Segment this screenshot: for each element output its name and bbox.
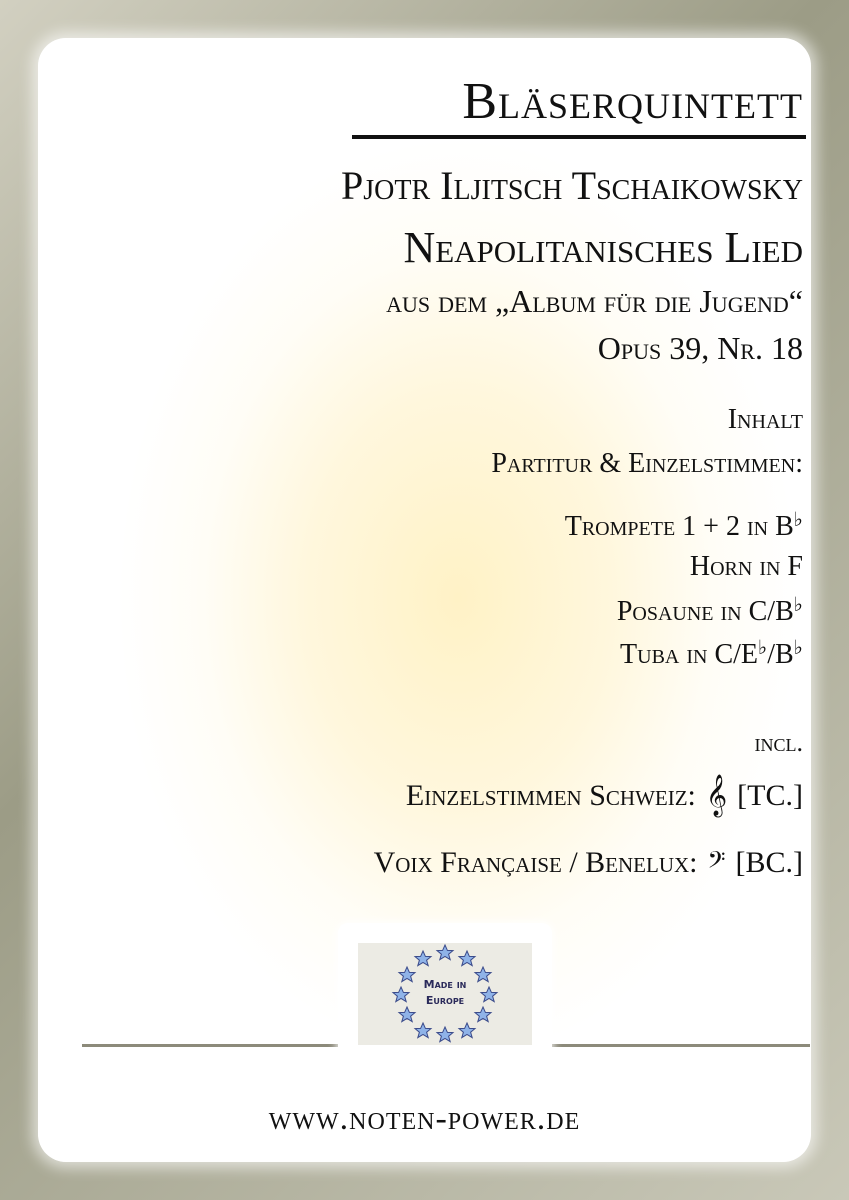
website-link[interactable]: www.noten-power.de <box>268 1100 581 1137</box>
incl-label: incl. <box>754 728 803 757</box>
flat-sign: ♭ <box>758 638 768 659</box>
instrument-label: Trompete 1 + 2 in B <box>564 510 794 542</box>
instrument-label: Tuba in C/E <box>620 638 759 670</box>
flat-sign: ♭ <box>793 510 803 531</box>
contents-subheading: Partitur & Einzelstimmen: <box>491 448 803 479</box>
swiss-code: [TC.] <box>737 779 803 812</box>
instrument-label: Posaune in C/B <box>616 595 794 627</box>
french-parts <box>374 846 803 880</box>
contents-heading: Inhalt <box>727 404 803 435</box>
page-title: Bläserquintett <box>462 73 803 130</box>
instrument-label-rest: /B♭ <box>767 638 803 670</box>
instrument-horn <box>690 551 803 583</box>
instrument-tuba <box>620 636 803 671</box>
instrument-label: Horn in F <box>689 551 803 582</box>
logo-panel <box>358 943 532 1045</box>
swiss-parts <box>405 775 803 816</box>
logo-line-1: Made in <box>423 978 467 991</box>
piece-title: Neapolitanisches Lied <box>403 223 803 272</box>
source-album: aus dem „Album für die Jugend“ <box>386 283 803 319</box>
french-label: Voix Française / Benelux: <box>373 846 698 879</box>
flat-sign: ♭ <box>793 595 803 616</box>
swiss-label: Einzelstimmen Schweiz: <box>405 779 696 812</box>
logo-line-2: Europe <box>425 994 465 1007</box>
logo-text <box>358 977 532 1009</box>
french-code: [BC.] <box>735 846 803 879</box>
composer-name: Pjotr Iljitsch Tschaikowsky <box>341 163 803 208</box>
instrument-trumpet <box>565 508 803 543</box>
title-divider <box>352 135 806 139</box>
instrument-trombone <box>617 593 803 628</box>
opus-number: Opus 39, Nr. 18 <box>597 330 803 366</box>
treble-clef-icon: 𝄞 <box>705 775 728 816</box>
made-in-europe-logo <box>338 923 552 1063</box>
bass-clef-icon: 𝄢 <box>707 846 726 879</box>
